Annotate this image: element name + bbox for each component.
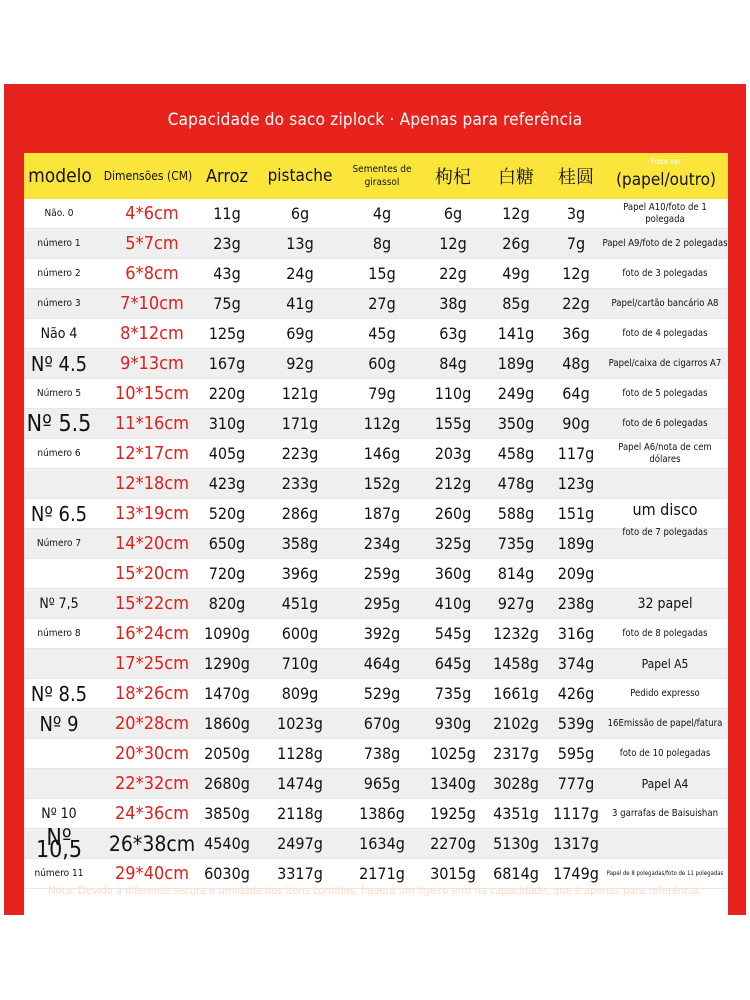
pistachio-cell: 396g bbox=[281, 564, 319, 583]
note-cell: 3 garrafas de Baisuishan bbox=[612, 807, 718, 819]
pistachio-cell: 6g bbox=[290, 204, 310, 223]
note-cell: Papel/cartão bancário A8 bbox=[611, 297, 719, 309]
longan-cell: 374g bbox=[557, 654, 595, 673]
goji-cell: 155g bbox=[434, 414, 472, 433]
sugar-cell: 350g bbox=[497, 414, 535, 433]
table-row bbox=[24, 259, 728, 289]
longan-cell: 1749g bbox=[553, 864, 599, 883]
longan-cell: 90g bbox=[562, 414, 590, 433]
table-row bbox=[24, 679, 728, 709]
header-goji: 枸杞 bbox=[435, 167, 471, 188]
rice-cell: 3850g bbox=[204, 804, 250, 823]
table-row bbox=[24, 349, 728, 379]
longan-cell: 64g bbox=[562, 384, 590, 403]
table-row bbox=[24, 289, 728, 319]
table-row bbox=[24, 229, 728, 259]
header-longan: 桂圆 bbox=[558, 167, 594, 188]
seeds-cell: 295g bbox=[363, 594, 401, 613]
model-cell: Número 5 bbox=[36, 387, 82, 399]
model-cell: número 1 bbox=[37, 237, 81, 249]
rice-cell: 1090g bbox=[204, 624, 250, 643]
rice-cell: 125g bbox=[208, 324, 246, 343]
size-cell: 12*17cm bbox=[115, 443, 189, 464]
goji-cell: 325g bbox=[434, 534, 472, 553]
rice-cell: 75g bbox=[213, 294, 241, 313]
table-row bbox=[24, 379, 728, 409]
note-cell: Papel de 8 polegadas/foto de 11 polegadas bbox=[606, 869, 724, 877]
model-cell: número 3 bbox=[37, 297, 81, 309]
sugar-cell: 3028g bbox=[493, 774, 539, 793]
sugar-cell: 2102g bbox=[493, 714, 539, 733]
pistachio-cell: 1128g bbox=[277, 744, 323, 763]
pistachio-cell: 92g bbox=[286, 354, 314, 373]
size-cell: 15*22cm bbox=[115, 593, 189, 614]
rice-cell: 2680g bbox=[204, 774, 250, 793]
seeds-cell: 15g bbox=[368, 264, 396, 283]
goji-cell: 735g bbox=[434, 684, 472, 703]
pistachio-cell: 1474g bbox=[277, 774, 323, 793]
sugar-cell: 2317g bbox=[493, 744, 539, 763]
pistachio-cell: 24g bbox=[286, 264, 314, 283]
goji-cell: 1925g bbox=[430, 804, 476, 823]
longan-cell: 209g bbox=[557, 564, 595, 583]
size-cell: 11*16cm bbox=[115, 413, 189, 434]
size-cell: 10*15cm bbox=[115, 383, 189, 404]
goji-cell: 212g bbox=[434, 474, 472, 493]
model-cell: número 6 bbox=[37, 447, 81, 459]
model-cell bbox=[26, 649, 92, 678]
seeds-cell: 8g bbox=[372, 234, 392, 253]
size-cell: 4*6cm bbox=[125, 203, 179, 224]
model-cell: número 2 bbox=[37, 267, 81, 279]
longan-cell: 12g bbox=[562, 264, 590, 283]
sugar-cell: 141g bbox=[497, 324, 535, 343]
header-pistachio: pistache bbox=[267, 166, 333, 186]
rice-cell: 1290g bbox=[204, 654, 250, 673]
goji-cell: 63g bbox=[439, 324, 467, 343]
goji-cell: 930g bbox=[434, 714, 472, 733]
model-cell: Nº 8.5 bbox=[30, 681, 88, 706]
pistachio-cell: 286g bbox=[281, 504, 319, 523]
goji-cell: 12g bbox=[439, 234, 467, 253]
note-cell bbox=[602, 469, 728, 498]
rice-cell: 1470g bbox=[204, 684, 250, 703]
longan-cell: 316g bbox=[557, 624, 595, 643]
table-header bbox=[24, 153, 728, 199]
note-cell: foto de 8 polegadas bbox=[622, 627, 708, 639]
goji-cell: 410g bbox=[434, 594, 472, 613]
note-cell: Papel A6/nota de cem dólares bbox=[618, 441, 712, 465]
pistachio-cell: 41g bbox=[286, 294, 314, 313]
goji-cell: 84g bbox=[439, 354, 467, 373]
table-row bbox=[24, 589, 728, 619]
model-cell: Nº 6.5 bbox=[30, 501, 88, 526]
rice-cell: 43g bbox=[213, 264, 241, 283]
seeds-cell: 670g bbox=[363, 714, 401, 733]
rice-cell: 6030g bbox=[204, 864, 250, 883]
note-cell: 16Emissão de papel/fatura bbox=[607, 717, 723, 729]
header-sugar: 白糖 bbox=[498, 167, 534, 188]
table-row bbox=[24, 824, 728, 863]
rice-cell: 650g bbox=[208, 534, 246, 553]
longan-cell: 36g bbox=[562, 324, 590, 343]
note-cell: foto de 5 polegadas bbox=[622, 387, 708, 399]
seeds-cell: 738g bbox=[363, 744, 401, 763]
longan-cell: 117g bbox=[557, 444, 595, 463]
model-cell bbox=[26, 739, 92, 768]
header-seeds: Sementes de girassol bbox=[352, 164, 412, 188]
goji-cell: 38g bbox=[439, 294, 467, 313]
goji-cell: 2270g bbox=[430, 834, 476, 853]
header-model: modelo bbox=[28, 165, 92, 187]
table-row bbox=[24, 799, 728, 829]
header-note: (papel/outro) bbox=[616, 170, 716, 190]
seeds-cell: 234g bbox=[363, 534, 401, 553]
model-cell bbox=[26, 559, 92, 588]
longan-cell: 22g bbox=[562, 294, 590, 313]
table-title: Capacidade do saco ziplock · Apenas para referência bbox=[167, 110, 583, 130]
rice-cell: 167g bbox=[208, 354, 246, 373]
pistachio-cell: 2497g bbox=[277, 834, 323, 853]
table-row bbox=[24, 469, 728, 499]
pistachio-cell: 1023g bbox=[277, 714, 323, 733]
pistachio-cell: 809g bbox=[281, 684, 319, 703]
longan-cell: 595g bbox=[557, 744, 595, 763]
table-row bbox=[24, 649, 728, 679]
longan-cell: 1317g bbox=[553, 834, 599, 853]
model-cell: número 8 bbox=[37, 627, 81, 639]
seeds-cell: 60g bbox=[368, 354, 396, 373]
seeds-cell: 1386g bbox=[359, 804, 405, 823]
model-cell: Não. 0 bbox=[44, 207, 74, 219]
note-cell: Pedido expresso bbox=[630, 687, 700, 699]
rice-cell: 423g bbox=[208, 474, 246, 493]
note-cell: Papel A10/foto de 1 polegada bbox=[623, 201, 707, 225]
size-cell: 20*28cm bbox=[115, 713, 189, 734]
sugar-cell: 6814g bbox=[493, 864, 539, 883]
sugar-cell: 927g bbox=[497, 594, 535, 613]
seeds-cell: 79g bbox=[368, 384, 396, 403]
longan-cell: 3g bbox=[566, 204, 586, 223]
note-cell: foto de 4 polegadas bbox=[622, 327, 708, 339]
table-row bbox=[24, 439, 728, 469]
pistachio-cell: 358g bbox=[281, 534, 319, 553]
sugar-cell: 5130g bbox=[493, 834, 539, 853]
model-cell: Número 7 bbox=[36, 537, 82, 549]
header-rice: Arroz bbox=[205, 165, 249, 187]
seeds-cell: 146g bbox=[363, 444, 401, 463]
seeds-cell: 187g bbox=[363, 504, 401, 523]
model-cell: Nº 9 bbox=[39, 711, 79, 736]
sugar-cell: 1232g bbox=[493, 624, 539, 643]
sugar-cell: 1458g bbox=[493, 654, 539, 673]
model-cell: Nº 4.5 bbox=[30, 351, 88, 376]
size-cell: 24*36cm bbox=[115, 803, 189, 824]
pistachio-cell: 121g bbox=[281, 384, 319, 403]
seeds-cell: 965g bbox=[363, 774, 401, 793]
size-cell: 13*19cm bbox=[115, 503, 189, 524]
note-cell: Papel A4 bbox=[641, 776, 689, 791]
sugar-cell: 478g bbox=[497, 474, 535, 493]
rice-cell: 11g bbox=[213, 204, 241, 223]
red-frame bbox=[4, 84, 746, 915]
seeds-cell: 152g bbox=[363, 474, 401, 493]
goji-cell: 545g bbox=[434, 624, 472, 643]
size-cell: 12*18cm bbox=[115, 473, 189, 494]
table-row bbox=[24, 709, 728, 739]
seeds-cell: 112g bbox=[363, 414, 401, 433]
rice-cell: 220g bbox=[208, 384, 246, 403]
rice-cell: 720g bbox=[208, 564, 246, 583]
goji-cell: 1025g bbox=[430, 744, 476, 763]
pistachio-cell: 451g bbox=[281, 594, 319, 613]
goji-cell: 260g bbox=[434, 504, 472, 523]
size-cell: 22*32cm bbox=[115, 773, 189, 794]
goji-cell: 360g bbox=[434, 564, 472, 583]
sugar-cell: 458g bbox=[497, 444, 535, 463]
table-row bbox=[24, 739, 728, 769]
goji-cell: 6g bbox=[443, 204, 463, 223]
pistachio-cell: 710g bbox=[281, 654, 319, 673]
seeds-cell: 4g bbox=[372, 204, 392, 223]
rice-cell: 4540g bbox=[204, 834, 250, 853]
seeds-cell: 392g bbox=[363, 624, 401, 643]
note-cell: Papel A9/foto de 2 polegadas bbox=[602, 237, 728, 249]
table-row bbox=[24, 409, 728, 439]
seeds-cell: 1634g bbox=[359, 834, 405, 853]
sugar-cell: 26g bbox=[502, 234, 530, 253]
sugar-cell: 12g bbox=[502, 204, 530, 223]
model-cell bbox=[26, 469, 92, 498]
note-cell: foto de 10 polegadas bbox=[619, 747, 711, 759]
pistachio-cell: 3317g bbox=[277, 864, 323, 883]
goji-cell: 22g bbox=[439, 264, 467, 283]
size-cell: 26*38cm bbox=[108, 831, 196, 856]
sugar-cell: 814g bbox=[497, 564, 535, 583]
rice-cell: 23g bbox=[213, 234, 241, 253]
size-cell: 14*20cm bbox=[115, 533, 189, 554]
note-cell: Papel A5 bbox=[641, 656, 689, 671]
size-cell: 6*8cm bbox=[125, 263, 179, 284]
longan-cell: 151g bbox=[557, 504, 595, 523]
note-disc: um disco bbox=[632, 499, 698, 519]
sugar-cell: 189g bbox=[497, 354, 535, 373]
pistachio-cell: 233g bbox=[281, 474, 319, 493]
size-cell: 17*25cm bbox=[115, 653, 189, 674]
rice-cell: 820g bbox=[208, 594, 246, 613]
size-cell: 20*30cm bbox=[115, 743, 189, 764]
seeds-cell: 27g bbox=[368, 294, 396, 313]
size-cell: 18*26cm bbox=[115, 683, 189, 704]
sugar-cell: 588g bbox=[497, 504, 535, 523]
size-cell: 7*10cm bbox=[120, 293, 184, 314]
rice-cell: 1860g bbox=[204, 714, 250, 733]
pistachio-cell: 2118g bbox=[277, 804, 323, 823]
footnote: Nota: Devido à diferente secura e umidade dos itens contidos, haverá um ligeiro erro na capacidade, que é apenas para referência. bbox=[48, 884, 702, 897]
sugar-cell: 1661g bbox=[493, 684, 539, 703]
note-cell: foto de 6 polegadas bbox=[622, 417, 708, 429]
longan-cell: 238g bbox=[557, 594, 595, 613]
sugar-cell: 735g bbox=[497, 534, 535, 553]
longan-cell: 7g bbox=[566, 234, 586, 253]
pistachio-cell: 171g bbox=[281, 414, 319, 433]
model-cell: Nº 10 bbox=[41, 805, 77, 822]
size-cell: 16*24cm bbox=[115, 623, 189, 644]
note-cell bbox=[602, 559, 728, 588]
longan-cell: 48g bbox=[562, 354, 590, 373]
rice-cell: 520g bbox=[208, 504, 246, 523]
goji-cell: 110g bbox=[434, 384, 472, 403]
rice-cell: 2050g bbox=[204, 744, 250, 763]
pistachio-cell: 69g bbox=[286, 324, 314, 343]
goji-cell: 645g bbox=[434, 654, 472, 673]
longan-cell: 539g bbox=[557, 714, 595, 733]
model-cell: Nº 10,5 bbox=[35, 824, 83, 863]
table-row bbox=[24, 769, 728, 799]
model-cell bbox=[26, 769, 92, 798]
size-cell: 8*12cm bbox=[120, 323, 184, 344]
header-size: Dimensões (CM) bbox=[103, 169, 193, 183]
pistachio-cell: 13g bbox=[286, 234, 314, 253]
rice-cell: 310g bbox=[208, 414, 246, 433]
size-cell: 5*7cm bbox=[125, 233, 179, 254]
sugar-cell: 249g bbox=[497, 384, 535, 403]
goji-cell: 203g bbox=[434, 444, 472, 463]
seeds-cell: 529g bbox=[363, 684, 401, 703]
note-photo-7: foto de 7 polegadas bbox=[622, 527, 708, 538]
seeds-cell: 464g bbox=[363, 654, 401, 673]
note-cell: Papel/caixa de cigarros A7 bbox=[608, 357, 722, 369]
sugar-cell: 4351g bbox=[493, 804, 539, 823]
table-row bbox=[24, 619, 728, 649]
model-cell: Nº 5.5 bbox=[26, 410, 92, 437]
longan-cell: 426g bbox=[557, 684, 595, 703]
model-cell: Não 4 bbox=[40, 325, 78, 342]
longan-cell: 123g bbox=[557, 474, 595, 493]
note-cell: 32 papel bbox=[637, 595, 693, 612]
size-cell: 29*40cm bbox=[115, 863, 189, 884]
seeds-cell: 2171g bbox=[359, 864, 405, 883]
table-row bbox=[24, 559, 728, 589]
longan-cell: 777g bbox=[557, 774, 595, 793]
model-cell: número 11 bbox=[34, 867, 84, 879]
note-cell: foto de 3 polegadas bbox=[622, 267, 708, 279]
longan-cell: 189g bbox=[557, 534, 595, 553]
table-row bbox=[24, 319, 728, 349]
pistachio-cell: 223g bbox=[281, 444, 319, 463]
goji-cell: 1340g bbox=[430, 774, 476, 793]
goji-cell: 3015g bbox=[430, 864, 476, 883]
rice-cell: 405g bbox=[208, 444, 246, 463]
size-cell: 15*20cm bbox=[115, 563, 189, 584]
seeds-cell: 259g bbox=[363, 564, 401, 583]
sugar-cell: 85g bbox=[502, 294, 530, 313]
note-cell bbox=[602, 829, 728, 858]
size-cell: 9*13cm bbox=[120, 353, 184, 374]
table-row bbox=[24, 199, 728, 229]
seeds-cell: 45g bbox=[368, 324, 396, 343]
longan-cell: 1117g bbox=[553, 804, 599, 823]
pistachio-cell: 600g bbox=[281, 624, 319, 643]
header-note-small: Pode ser bbox=[650, 156, 682, 166]
model-cell: Nº 7,5 bbox=[39, 595, 79, 612]
sugar-cell: 49g bbox=[502, 264, 530, 283]
